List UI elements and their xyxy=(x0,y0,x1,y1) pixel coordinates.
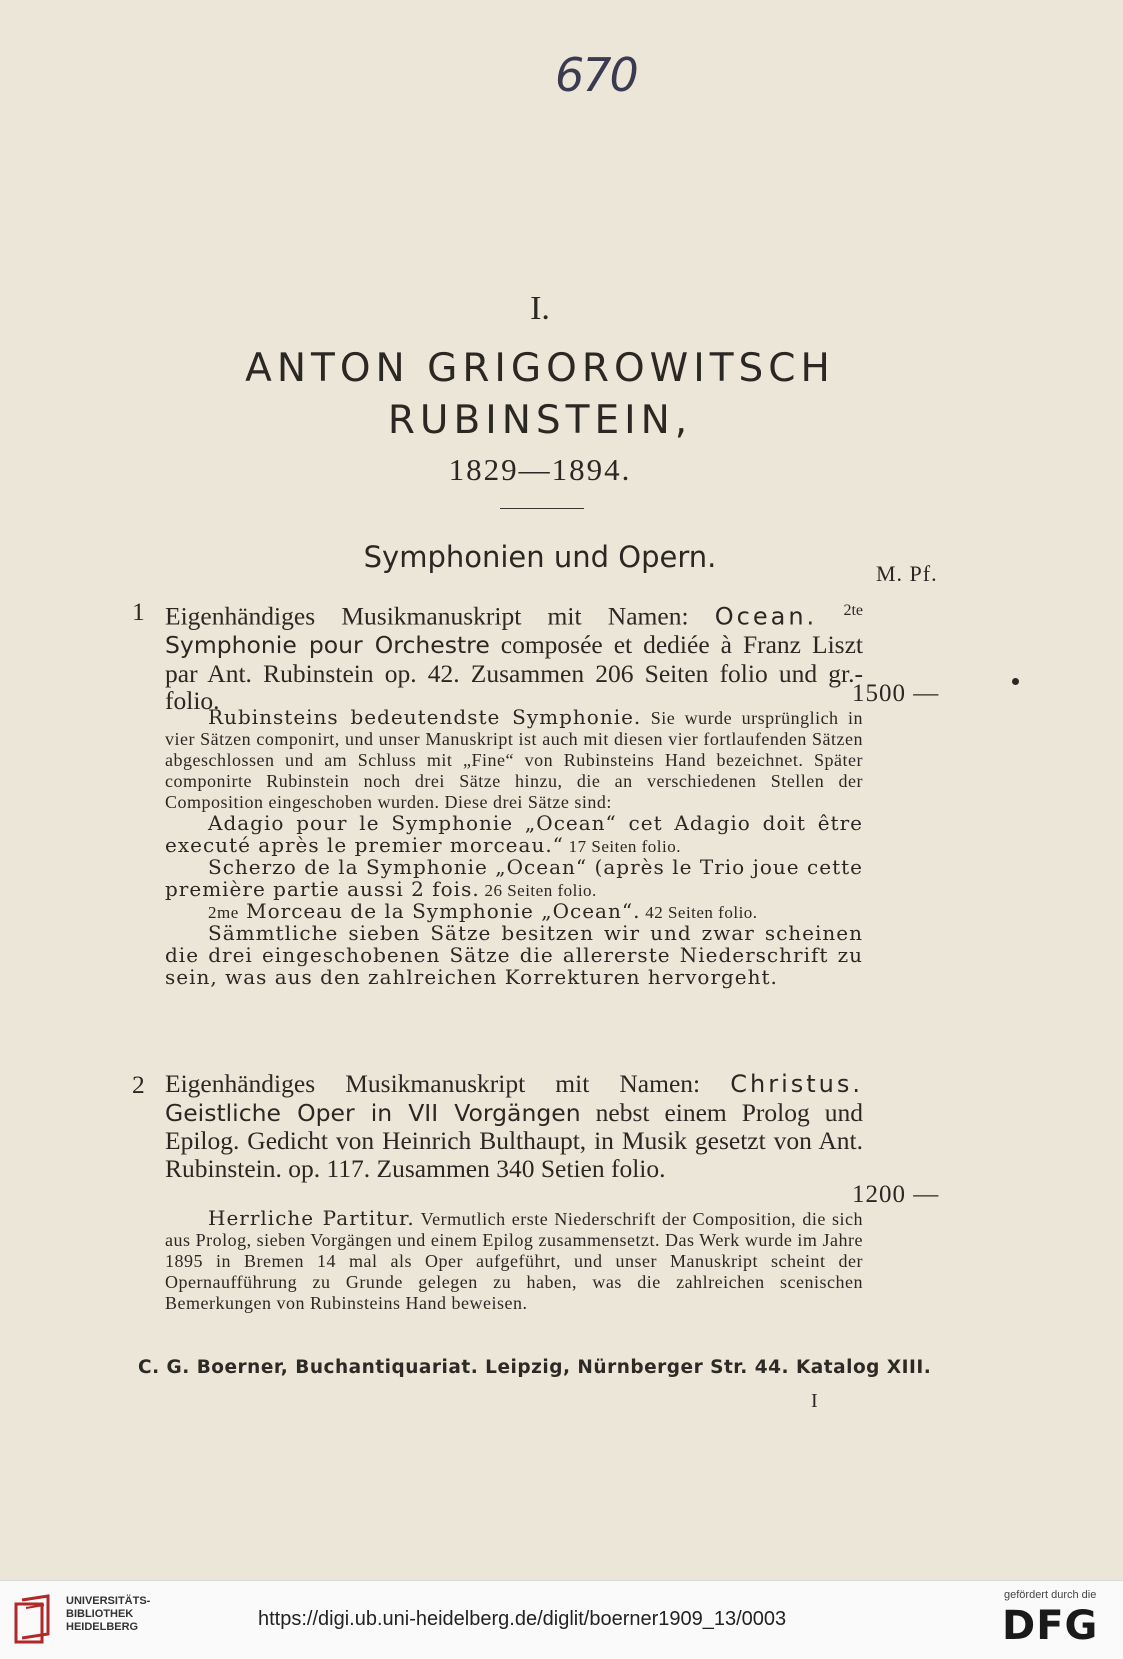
entry-description xyxy=(165,597,863,715)
movement-morceau: Morceau de la Symphonie „Ocean“. xyxy=(238,899,641,923)
movement-morceau-pages: 42 Seiten folio. xyxy=(640,903,758,922)
section-title: Symphonien und Opern. xyxy=(363,540,717,574)
work-title: Ocean. xyxy=(714,602,818,631)
viewer-bottom-bar xyxy=(0,1580,1123,1659)
entry-note xyxy=(165,707,863,989)
currency-header: M. Pf. xyxy=(876,561,938,586)
entry-number: 2 xyxy=(132,1070,145,1099)
section-number: I. xyxy=(530,290,550,327)
movement-ordinal: 2me xyxy=(208,903,239,922)
page-number: I xyxy=(811,1390,818,1412)
entry-note xyxy=(165,1208,863,1314)
composer-name-line1: ANTON GRIGOROWITSCH xyxy=(245,346,835,391)
entry-price: 1200 — xyxy=(852,1181,940,1208)
entry-details: composée et dediée à Franz Liszt par Ant. Rubinstein op. 42. Zusammen 206 Seiten folio und gr.-folio. xyxy=(165,630,863,715)
funding-note: gefördert durch die xyxy=(1004,1589,1097,1601)
note-text: Vermutlich erste Niederschrift der Composition, die sich aus Prolog, sieben Vorgängen und einem Epilog zusammensetzt. Das Werk wurde im Jahre 1895 in Bremen 14 mal als Oper aufgeführt, und unser Manuskript scheint der Opernaufführung zu Grunde gelegen zu haben, was die zahlreichen scenischen Bemerkungen von Rubinsteins Hand beweisen. xyxy=(165,1209,863,1313)
movement-scherzo: Scherzo de la Symphonie „Ocean“ (après le Trio joue cette première partie aussi 2 fois. xyxy=(165,855,863,901)
movement-scherzo-pages: 26 Seiten folio. xyxy=(479,881,597,900)
work-subtitle: Geistliche Oper in VII Vorgängen xyxy=(165,1098,581,1127)
note-heading: Rubinsteins bedeutendste Symphonie. xyxy=(208,705,642,729)
permalink-url[interactable]: https://digi.ub.uni-heidelberg.de/diglit/boerner1909_13/0003 xyxy=(258,1608,787,1630)
entry-intro: Eigenhändiges Musikmanuskript mit Namen: xyxy=(165,1069,731,1098)
movement-adagio-pages: 17 Seiten folio. xyxy=(563,837,682,856)
handwritten-note: 670 xyxy=(555,48,637,102)
divider xyxy=(500,508,584,509)
entry-intro: Eigenhändiges Musikmanuskript mit Namen: xyxy=(165,601,715,631)
work-title: Christus. xyxy=(730,1070,863,1098)
entry-details: nebst einem Prolog und Epilog. Gedicht von Heinrich Bulthaupt, in Musik gesetzt von Ant. Rubinstein. op. 117. Zusammen 340 Setien folio. xyxy=(165,1097,864,1183)
ink-spot xyxy=(1012,678,1019,685)
note-heading: Herrliche Partitur. xyxy=(208,1206,415,1230)
dfg-logo[interactable]: DFG xyxy=(1002,1603,1099,1649)
publisher-footer: C. G. Boerner, Buchantiquariat. Leipzig, Nürnberger Str. 44. Katalog XIII. xyxy=(138,1357,932,1378)
library-logo-icon[interactable] xyxy=(14,1594,54,1646)
entry-price: 1500 — xyxy=(852,680,940,707)
composer-dates: 1829—1894. xyxy=(448,452,632,487)
note-text: Sie wurde ursprünglich in vier Sätzen componirt, und unser Manuskript ist auch mit diesen vier fortlaufenden Sätzen abgeschlossen und am Schluss mit „Fine“ von Rubinsteins Hand bezeichnet. Später componirte Rubinstein noch drei Sätze hinzu, die an verschiedenen Stellen der Composition eingeschoben wurden. Diese drei Sätze sind: xyxy=(165,708,863,812)
composer-name-line2: RUBINSTEIN, xyxy=(387,398,693,443)
work-subtitle: Symphonie pour Orchestre xyxy=(165,631,490,659)
ordinal-suffix: 2te xyxy=(843,602,863,619)
entry-number: 1 xyxy=(132,597,145,626)
entry-description xyxy=(165,1070,863,1182)
library-name: UNIVERSITÄTS- BIBLIOTHEK HEIDELBERG xyxy=(66,1595,151,1633)
note-closing: Sämmtliche sieben Sätze besitzen wir und zwar scheinen die drei eingeschobenen Sätze die allererste Niederschrift zu sein, was aus den zahlreichen Korrekturen hervorgeht. xyxy=(165,921,863,989)
movement-adagio: Adagio pour le Symphonie „Ocean“ cet Adagio doit être executé après le premier morceau.“ xyxy=(165,811,863,857)
